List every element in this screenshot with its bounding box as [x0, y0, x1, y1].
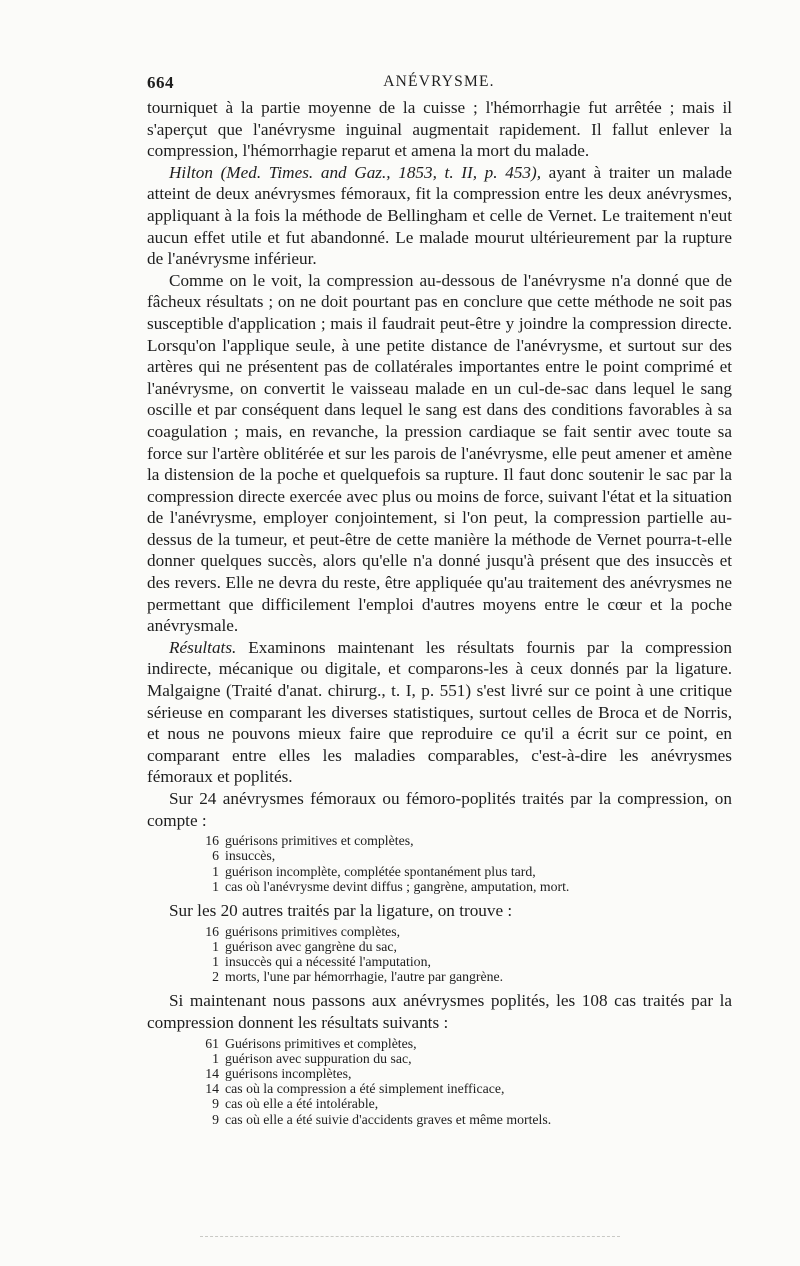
- list-item: [199, 833, 732, 848]
- list-item: [199, 1081, 732, 1096]
- page-header: [147, 73, 731, 95]
- item-count: 1: [212, 954, 219, 969]
- item-text: Guérisons primitives et complètes,: [225, 1035, 417, 1051]
- results-list-ligature: [147, 924, 732, 985]
- item-text: cas où la compression a été simplement inefficace,: [225, 1081, 505, 1097]
- paragraph: Si maintenant nous passons aux anévrysmes poplités, les 108 cas traités par la compression donnent les résultats suivants :: [147, 991, 732, 1032]
- section-label: Résultats.: [169, 637, 237, 657]
- list-item: [199, 1096, 732, 1111]
- paragraph: Comme on le voit, la compression au-dessous de l'anévrysme n'a donné que de fâcheux résultats ; on ne doit pourtant pas en conclure que cette méthode ne soit pas susceptible d'application ; mais il faudrait peut-être y joindre la compression directe. Lorsqu'on l'applique seule, à une petite distance de l'anévrysme, et surtout sur des artères qui ne présentent pas de collatérales importantes entre le point comprimé et l'anévrysme, on convertit le vaisseau malade en un cul-de-sac dans lequel le sang oscille et par conséquent dans lequel le sang est dans des conditions favorables à sa coagulation ; mais, en revanche, la pression cardiaque se fait sentir avec toute sa force sur l'artère oblitérée et sur les parois de l'anévrysme, elle peut amener et amène la distension de la poche et quelquefois sa rupture. Il faut donc soutenir le sac par la compression directe exercée avec plus ou moins de force, suivant l'état et la situation de l'anévrysme, employer conjointement, si l'on peut, la compression partielle au-dessus de la tumeur, et peut-être de cette manière la méthode de Vernet pourra-t-elle donner quelques succès, alors qu'elle n'a donné jusqu'à présent que des insuccès et des revers. Elle ne devra du reste, être appliquée qu'au traitement des anévrysmes ne permettant que difficilement l'emploi d'autres moyens entre le cœur et la poche anévrysmale.: [147, 270, 732, 636]
- paragraph: [147, 162, 732, 270]
- item-count: 16: [205, 923, 219, 939]
- footer-rule: [200, 1236, 620, 1237]
- item-count: 16: [205, 833, 219, 849]
- item-text: guérisons primitives complètes,: [225, 923, 401, 939]
- item-text: morts, l'une par hémorrhagie, l'autre par gangrène.: [225, 969, 504, 985]
- list-item: [199, 939, 732, 954]
- item-text: insuccès qui a nécessité l'amputation,: [225, 954, 431, 969]
- results-list-popliteal-compression: [147, 1036, 732, 1127]
- list-item: [199, 879, 732, 894]
- list-item: [199, 1112, 732, 1127]
- item-text: guérisons incomplètes,: [225, 1066, 352, 1081]
- item-text: guérisons primitives et complètes,: [225, 833, 414, 849]
- list-item: [199, 1036, 732, 1051]
- page-number: 664: [147, 73, 174, 92]
- item-count: 9: [212, 1111, 219, 1127]
- item-text: cas où l'anévrysme devint diffus ; gangrène, amputation, mort.: [225, 878, 570, 894]
- item-count: 1: [212, 938, 219, 954]
- list-item: [199, 848, 732, 863]
- item-count: 1: [212, 878, 219, 894]
- item-count: 6: [212, 848, 219, 864]
- list-item: [199, 864, 732, 879]
- paragraph: Sur les 20 autres traités par la ligature, on trouve :: [169, 901, 513, 920]
- paragraph: tourniquet à la partie moyenne de la cuisse ; l'hémorrhagie fut arrêtée ; mais il s'aperçut que l'anévrysme inguinal augmentait rapidement. Il fallut enlever la compression, l'hémorrhagie reparut et amena la mort du malade.: [147, 98, 732, 161]
- citation: Hilton (Med. Times. and Gaz., 1853, t. II, p. 453),: [169, 162, 542, 182]
- paragraph: [147, 637, 732, 788]
- item-text: guérison incomplète, complétée spontanément plus tard,: [225, 863, 536, 879]
- item-count: 1: [212, 1050, 219, 1066]
- item-count: 61: [205, 1035, 219, 1051]
- item-text: guérison avec gangrène du sac,: [225, 938, 398, 954]
- paragraph-text: Examinons maintenant les résultats fournis par la compression indirecte, mécanique ou digitale, et comparons-les à ceux donnés par la ligature. Malgaigne (Traité d'anat. chirurg., t. I, p. 551) s'est livré sur ce point à une critique sérieuse en comparant les diverses statistiques, surtout celles de Broca et de Norris, et nous ne pouvons mieux faire que reproduire ce qu'il a écrit sur ce point, en comparant entre elles les maladies comparables, c'est-à-dire les anévrysmes fémoraux et poplités.: [147, 637, 732, 787]
- item-text: cas où elle a été suivie d'accidents graves et même mortels.: [225, 1111, 552, 1127]
- paragraph: Sur 24 anévrysmes fémoraux ou fémoro-poplités traités par la compression, on compte :: [147, 789, 732, 830]
- list-item: [199, 924, 732, 939]
- item-text: cas où elle a été intolérable,: [225, 1096, 379, 1112]
- list-item: [199, 1051, 732, 1066]
- item-count: 14: [205, 1081, 219, 1097]
- item-count: 2: [212, 969, 219, 985]
- body-text: [147, 97, 732, 1133]
- list-item: [199, 954, 732, 969]
- item-count: 1: [212, 863, 219, 879]
- paragraph-text: ayant à traiter un malade atteint de deux anévrysmes fémoraux, fit la compression entre les deux anévrysmes, appliquant à la fois la méthode de Bellingham et celle de Vernet. Le traitement n'eut aucun effet utile et fut abandonné. Le malade mourut ultérieurement par la rupture de l'anévrysme inférieur.: [147, 162, 732, 269]
- list-item: [199, 1066, 732, 1081]
- item-count: 14: [205, 1066, 219, 1081]
- results-list-femoral-compression: [147, 833, 732, 894]
- list-item: [199, 969, 732, 984]
- running-title: ANÉVRYSME.: [383, 73, 495, 90]
- item-text: insuccès,: [225, 848, 276, 864]
- item-count: 9: [212, 1096, 219, 1112]
- item-text: guérison avec suppuration du sac,: [225, 1050, 412, 1066]
